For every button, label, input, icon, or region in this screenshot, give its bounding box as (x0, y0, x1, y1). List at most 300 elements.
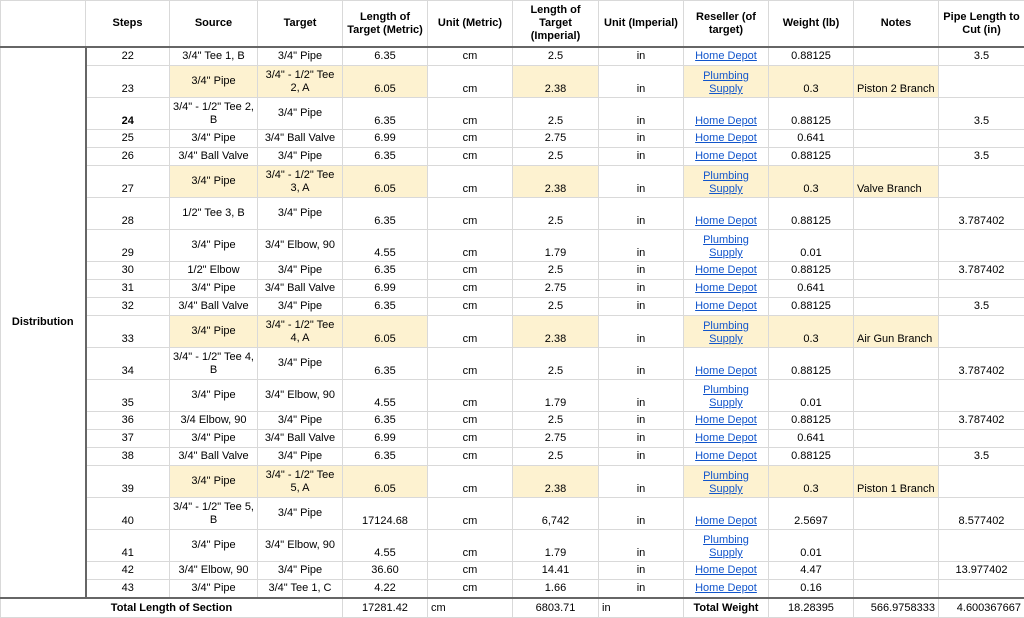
metric-unit-cell[interactable]: cm (428, 498, 513, 530)
metric-length-cell[interactable]: 6.99 (343, 430, 428, 448)
imperial-unit-cell[interactable]: in (599, 348, 684, 380)
source-cell[interactable]: 3/4" Pipe (170, 166, 258, 198)
column-header[interactable]: Steps (86, 1, 170, 48)
target-cell[interactable]: 3/4" Elbow, 90 (258, 380, 343, 412)
cut-length-cell[interactable] (939, 316, 1024, 348)
imperial-unit-cell[interactable]: in (599, 198, 684, 230)
reseller-cell[interactable] (684, 316, 769, 348)
notes-cell[interactable] (854, 430, 939, 448)
reseller-cell[interactable] (684, 198, 769, 230)
total-imperial-cell[interactable]: 6803.71 (513, 598, 599, 618)
target-cell[interactable]: 3/4" Pipe (258, 298, 343, 316)
weight-cell[interactable]: 0.88125 (769, 298, 854, 316)
weight-cell[interactable]: 4.47 (769, 562, 854, 580)
reseller-cell[interactable] (684, 562, 769, 580)
imperial-unit-cell[interactable]: in (599, 66, 684, 98)
reseller-link[interactable]: Home Depot (695, 414, 757, 426)
reseller-link[interactable]: Home Depot (695, 150, 757, 162)
step-cell[interactable]: 39 (86, 466, 170, 498)
target-cell[interactable]: 3/4" Pipe (258, 412, 343, 430)
imperial-length-cell[interactable]: 1.79 (513, 380, 599, 412)
imperial-unit-cell[interactable]: in (599, 47, 684, 66)
imperial-length-cell[interactable]: 2.5 (513, 348, 599, 380)
target-cell[interactable]: 3/4" - 1/2" Tee 2, A (258, 66, 343, 98)
weight-cell[interactable]: 0.3 (769, 66, 854, 98)
table-row (1, 348, 1024, 380)
total-cut-cell[interactable]: 4.600367667 (939, 598, 1024, 618)
total-weight-label-cell[interactable]: Total Weight (684, 598, 769, 618)
column-header[interactable]: Length of Target (Imperial) (513, 1, 599, 48)
source-cell[interactable]: 3/4" Pipe (170, 316, 258, 348)
metric-length-cell[interactable]: 17124.68 (343, 498, 428, 530)
target-cell[interactable]: 3/4" Pipe (258, 47, 343, 66)
reseller-cell[interactable] (684, 580, 769, 599)
table-row (1, 262, 1024, 280)
imperial-length-cell[interactable]: 2.5 (513, 298, 599, 316)
step-cell[interactable]: 30 (86, 262, 170, 280)
weight-cell[interactable]: 0.88125 (769, 262, 854, 280)
imperial-length-cell[interactable]: 2.5 (513, 98, 599, 130)
metric-length-cell[interactable]: 6.99 (343, 280, 428, 298)
source-cell[interactable]: 3/4" - 1/2" Tee 4, B (170, 348, 258, 380)
metric-length-cell[interactable]: 36.60 (343, 562, 428, 580)
reseller-link[interactable]: Home Depot (695, 132, 757, 144)
metric-unit-cell[interactable]: cm (428, 148, 513, 166)
table-row (1, 166, 1024, 198)
cut-length-cell[interactable]: 3.787402 (939, 262, 1024, 280)
metric-length-cell[interactable]: 6.99 (343, 130, 428, 148)
reseller-cell[interactable] (684, 66, 769, 98)
target-cell[interactable]: 3/4" Pipe (258, 448, 343, 466)
notes-cell[interactable] (854, 412, 939, 430)
reseller-link[interactable]: Home Depot (695, 515, 757, 527)
total-label-cell[interactable]: Total Length of Section (1, 598, 343, 618)
target-cell[interactable]: 3/4" Pipe (258, 348, 343, 380)
source-cell[interactable]: 3/4" Pipe (170, 466, 258, 498)
cut-length-cell[interactable]: 3.787402 (939, 412, 1024, 430)
notes-cell[interactable] (854, 47, 939, 66)
imperial-length-cell[interactable]: 2.75 (513, 280, 599, 298)
metric-length-cell[interactable]: 4.22 (343, 580, 428, 599)
column-header[interactable]: Pipe Length to Cut (in) (939, 1, 1024, 48)
notes-cell[interactable] (854, 580, 939, 599)
step-cell[interactable]: 34 (86, 348, 170, 380)
step-cell[interactable]: 27 (86, 166, 170, 198)
weight-cell[interactable]: 0.88125 (769, 348, 854, 380)
metric-length-cell[interactable]: 4.55 (343, 230, 428, 262)
metric-unit-cell[interactable]: cm (428, 298, 513, 316)
step-cell[interactable]: 36 (86, 412, 170, 430)
weight-cell[interactable]: 0.3 (769, 466, 854, 498)
notes-cell[interactable] (854, 380, 939, 412)
metric-length-cell[interactable]: 6.35 (343, 148, 428, 166)
source-cell[interactable]: 3/4" Pipe (170, 580, 258, 599)
column-header[interactable]: Unit (Imperial) (599, 1, 684, 48)
metric-unit-cell[interactable]: cm (428, 66, 513, 98)
metric-length-cell[interactable]: 6.35 (343, 412, 428, 430)
target-cell[interactable]: 3/4" Pipe (258, 148, 343, 166)
cut-length-cell[interactable] (939, 130, 1024, 148)
weight-cell[interactable]: 0.641 (769, 130, 854, 148)
source-cell[interactable]: 3/4" Ball Valve (170, 148, 258, 166)
weight-cell[interactable]: 0.88125 (769, 412, 854, 430)
imperial-length-cell[interactable]: 2.5 (513, 262, 599, 280)
cut-length-cell[interactable] (939, 166, 1024, 198)
metric-length-cell[interactable]: 6.35 (343, 262, 428, 280)
step-cell[interactable]: 23 (86, 66, 170, 98)
weight-cell[interactable]: 0.88125 (769, 98, 854, 130)
step-cell[interactable]: 29 (86, 230, 170, 262)
step-cell[interactable]: 32 (86, 298, 170, 316)
column-header[interactable]: Weight (lb) (769, 1, 854, 48)
metric-length-cell[interactable]: 6.35 (343, 448, 428, 466)
reseller-cell[interactable] (684, 47, 769, 66)
cut-length-cell[interactable]: 3.5 (939, 47, 1024, 66)
notes-cell[interactable] (854, 562, 939, 580)
source-cell[interactable]: 3/4" Ball Valve (170, 298, 258, 316)
imperial-length-cell[interactable]: 6,742 (513, 498, 599, 530)
reseller-cell[interactable] (684, 230, 769, 262)
notes-cell[interactable] (854, 298, 939, 316)
column-header[interactable] (1, 1, 86, 48)
metric-unit-cell[interactable]: cm (428, 262, 513, 280)
weight-cell[interactable]: 0.01 (769, 230, 854, 262)
imperial-length-cell[interactable]: 2.5 (513, 412, 599, 430)
cut-length-cell[interactable]: 3.5 (939, 148, 1024, 166)
imperial-length-cell[interactable]: 14.41 (513, 562, 599, 580)
reseller-cell[interactable] (684, 466, 769, 498)
weight-cell[interactable]: 0.88125 (769, 198, 854, 230)
reseller-link[interactable]: Plumbing Supply (703, 384, 749, 409)
table-row (1, 448, 1024, 466)
table-row (1, 198, 1024, 230)
notes-cell[interactable]: Valve Branch (854, 166, 939, 198)
notes-cell[interactable]: Piston 1 Branch (854, 466, 939, 498)
reseller-cell[interactable] (684, 380, 769, 412)
metric-unit-cell[interactable]: cm (428, 562, 513, 580)
table-row (1, 562, 1024, 580)
target-cell[interactable]: 3/4" Elbow, 90 (258, 230, 343, 262)
step-cell[interactable]: 28 (86, 198, 170, 230)
step-cell[interactable]: 43 (86, 580, 170, 599)
imperial-length-cell[interactable]: 2.75 (513, 430, 599, 448)
table-row (1, 580, 1024, 599)
target-cell[interactable]: 3/4" Pipe (258, 562, 343, 580)
notes-cell[interactable] (854, 148, 939, 166)
weight-cell[interactable]: 0.16 (769, 580, 854, 599)
target-cell[interactable]: 3/4" Pipe (258, 498, 343, 530)
imperial-unit-cell[interactable]: in (599, 530, 684, 562)
notes-cell[interactable] (854, 348, 939, 380)
metric-unit-cell[interactable]: cm (428, 412, 513, 430)
reseller-link[interactable]: Home Depot (695, 450, 757, 462)
cut-length-cell[interactable] (939, 466, 1024, 498)
reseller-cell[interactable] (684, 412, 769, 430)
source-cell[interactable]: 3/4" Pipe (170, 380, 258, 412)
weight-cell[interactable]: 0.88125 (769, 47, 854, 66)
cut-length-cell[interactable] (939, 530, 1024, 562)
table-row (1, 98, 1024, 130)
metric-unit-cell[interactable]: cm (428, 98, 513, 130)
imperial-unit-cell[interactable]: in (599, 380, 684, 412)
imperial-unit-cell[interactable]: in (599, 562, 684, 580)
source-cell[interactable]: 1/2" Tee 3, B (170, 198, 258, 230)
imperial-unit-cell[interactable]: in (599, 298, 684, 316)
metric-length-cell[interactable]: 6.35 (343, 298, 428, 316)
cut-length-cell[interactable]: 3.5 (939, 98, 1024, 130)
metric-unit-cell[interactable]: cm (428, 580, 513, 599)
cut-length-cell[interactable]: 3.5 (939, 448, 1024, 466)
target-cell[interactable]: 3/4" Pipe (258, 262, 343, 280)
weight-cell[interactable]: 0.01 (769, 530, 854, 562)
metric-length-cell[interactable]: 6.35 (343, 198, 428, 230)
reseller-cell[interactable] (684, 280, 769, 298)
imperial-unit-cell[interactable]: in (599, 448, 684, 466)
total-metric-unit-cell[interactable]: cm (428, 598, 513, 618)
step-cell[interactable]: 24 (86, 98, 170, 130)
imperial-length-cell[interactable]: 2.5 (513, 448, 599, 466)
target-cell[interactable]: 3/4" Elbow, 90 (258, 530, 343, 562)
metric-unit-cell[interactable]: cm (428, 198, 513, 230)
step-cell[interactable]: 35 (86, 380, 170, 412)
metric-length-cell[interactable]: 6.05 (343, 466, 428, 498)
step-cell[interactable]: 22 (86, 47, 170, 66)
imperial-length-cell[interactable]: 2.38 (513, 66, 599, 98)
weight-cell[interactable]: 0.88125 (769, 148, 854, 166)
table-row (1, 530, 1024, 562)
reseller-link[interactable]: Home Depot (695, 50, 757, 62)
metric-unit-cell[interactable]: cm (428, 166, 513, 198)
reseller-link[interactable]: Home Depot (695, 365, 757, 377)
metric-unit-cell[interactable]: cm (428, 448, 513, 466)
total-metric-cell[interactable]: 17281.42 (343, 598, 428, 618)
metric-unit-cell[interactable]: cm (428, 316, 513, 348)
notes-cell[interactable]: Air Gun Branch (854, 316, 939, 348)
step-cell[interactable]: 31 (86, 280, 170, 298)
notes-cell[interactable]: Piston 2 Branch (854, 66, 939, 98)
source-cell[interactable]: 3/4" Elbow, 90 (170, 562, 258, 580)
metric-length-cell[interactable]: 6.35 (343, 47, 428, 66)
source-cell[interactable]: 3/4" Pipe (170, 530, 258, 562)
imperial-length-cell[interactable]: 2.5 (513, 47, 599, 66)
source-cell[interactable]: 3/4" Ball Valve (170, 448, 258, 466)
reseller-cell[interactable] (684, 348, 769, 380)
reseller-link[interactable]: Home Depot (695, 282, 757, 294)
reseller-cell[interactable] (684, 166, 769, 198)
reseller-link[interactable]: Home Depot (695, 300, 757, 312)
imperial-unit-cell[interactable]: in (599, 412, 684, 430)
cut-length-cell[interactable] (939, 230, 1024, 262)
weight-cell[interactable]: 0.641 (769, 430, 854, 448)
source-cell[interactable]: 3/4" Pipe (170, 280, 258, 298)
source-cell[interactable]: 3/4" Pipe (170, 66, 258, 98)
source-cell[interactable]: 3/4" Tee 1, B (170, 47, 258, 66)
metric-unit-cell[interactable]: cm (428, 280, 513, 298)
reseller-link[interactable]: Home Depot (695, 264, 757, 276)
reseller-link[interactable]: Plumbing Supply (703, 320, 749, 345)
source-cell[interactable]: 3/4" - 1/2" Tee 2, B (170, 98, 258, 130)
group-label-cell[interactable]: Distribution (1, 47, 86, 598)
cut-length-cell[interactable] (939, 280, 1024, 298)
column-header[interactable]: Target (258, 1, 343, 48)
reseller-cell[interactable] (684, 298, 769, 316)
imperial-unit-cell[interactable]: in (599, 280, 684, 298)
target-cell[interactable]: 3/4" Pipe (258, 198, 343, 230)
target-cell[interactable]: 3/4" Ball Valve (258, 130, 343, 148)
notes-cell[interactable] (854, 530, 939, 562)
reseller-cell[interactable] (684, 98, 769, 130)
column-header[interactable]: Reseller (of target) (684, 1, 769, 48)
imperial-length-cell[interactable]: 2.75 (513, 130, 599, 148)
imperial-unit-cell[interactable]: in (599, 148, 684, 166)
reseller-link[interactable]: Plumbing Supply (703, 470, 749, 495)
cut-length-cell[interactable] (939, 66, 1024, 98)
notes-cell[interactable] (854, 448, 939, 466)
reseller-cell[interactable] (684, 530, 769, 562)
cut-length-cell[interactable] (939, 430, 1024, 448)
notes-cell[interactable] (854, 230, 939, 262)
source-cell[interactable]: 3/4 Elbow, 90 (170, 412, 258, 430)
table-row (1, 498, 1024, 530)
reseller-link[interactable]: Plumbing Supply (703, 70, 749, 95)
cut-length-cell[interactable]: 13.977402 (939, 562, 1024, 580)
step-cell[interactable]: 41 (86, 530, 170, 562)
weight-cell[interactable]: 0.3 (769, 166, 854, 198)
column-header[interactable]: Unit (Metric) (428, 1, 513, 48)
metric-unit-cell[interactable]: cm (428, 380, 513, 412)
metric-length-cell[interactable]: 6.35 (343, 98, 428, 130)
metric-length-cell[interactable]: 4.55 (343, 380, 428, 412)
step-cell[interactable]: 38 (86, 448, 170, 466)
target-cell[interactable]: 3/4" - 1/2" Tee 3, A (258, 166, 343, 198)
reseller-cell[interactable] (684, 262, 769, 280)
weight-cell[interactable]: 0.3 (769, 316, 854, 348)
step-cell[interactable]: 33 (86, 316, 170, 348)
target-cell[interactable]: 3/4" Tee 1, C (258, 580, 343, 599)
reseller-link[interactable]: Plumbing Supply (703, 234, 749, 259)
notes-cell[interactable] (854, 262, 939, 280)
cut-length-cell[interactable]: 3.787402 (939, 348, 1024, 380)
notes-cell[interactable] (854, 198, 939, 230)
header-row (1, 1, 1024, 48)
imperial-unit-cell[interactable]: in (599, 230, 684, 262)
metric-unit-cell[interactable]: cm (428, 47, 513, 66)
metric-length-cell[interactable]: 6.35 (343, 348, 428, 380)
column-header[interactable]: Source (170, 1, 258, 48)
metric-length-cell[interactable]: 6.05 (343, 66, 428, 98)
reseller-cell[interactable] (684, 148, 769, 166)
column-header[interactable]: Length of Target (Metric) (343, 1, 428, 48)
imperial-unit-cell[interactable]: in (599, 262, 684, 280)
cut-length-cell[interactable]: 3.5 (939, 298, 1024, 316)
step-cell[interactable]: 26 (86, 148, 170, 166)
source-cell[interactable]: 3/4" Pipe (170, 130, 258, 148)
imperial-length-cell[interactable]: 2.5 (513, 198, 599, 230)
notes-cell[interactable] (854, 130, 939, 148)
metric-length-cell[interactable]: 6.05 (343, 166, 428, 198)
metric-unit-cell[interactable]: cm (428, 530, 513, 562)
target-cell[interactable]: 3/4" Pipe (258, 98, 343, 130)
metric-unit-cell[interactable]: cm (428, 348, 513, 380)
notes-cell[interactable] (854, 498, 939, 530)
imperial-unit-cell[interactable]: in (599, 98, 684, 130)
reseller-link[interactable]: Home Depot (695, 564, 757, 576)
table-row (1, 298, 1024, 316)
step-cell[interactable]: 25 (86, 130, 170, 148)
imperial-length-cell[interactable]: 2.5 (513, 148, 599, 166)
step-cell[interactable]: 37 (86, 430, 170, 448)
target-cell[interactable]: 3/4" Ball Valve (258, 280, 343, 298)
reseller-link[interactable]: Plumbing Supply (703, 170, 749, 195)
reseller-link[interactable]: Plumbing Supply (703, 534, 749, 559)
weight-cell[interactable]: 0.641 (769, 280, 854, 298)
reseller-link[interactable]: Home Depot (695, 582, 757, 594)
imperial-unit-cell[interactable]: in (599, 130, 684, 148)
total-imperial-unit-cell[interactable]: in (599, 598, 684, 618)
cut-length-cell[interactable]: 8.577402 (939, 498, 1024, 530)
target-cell[interactable]: 3/4" Ball Valve (258, 430, 343, 448)
target-cell[interactable]: 3/4" - 1/2" Tee 5, A (258, 466, 343, 498)
weight-cell[interactable]: 2.5697 (769, 498, 854, 530)
metric-length-cell[interactable]: 4.55 (343, 530, 428, 562)
step-cell[interactable]: 40 (86, 498, 170, 530)
weight-cell[interactable]: 0.01 (769, 380, 854, 412)
source-cell[interactable]: 3/4" Pipe (170, 430, 258, 448)
metric-length-cell[interactable]: 6.05 (343, 316, 428, 348)
cut-length-cell[interactable] (939, 380, 1024, 412)
column-header[interactable]: Notes (854, 1, 939, 48)
imperial-unit-cell[interactable]: in (599, 498, 684, 530)
reseller-link[interactable]: Home Depot (695, 215, 757, 227)
step-cell[interactable]: 42 (86, 562, 170, 580)
cut-length-cell[interactable] (939, 580, 1024, 599)
total-notes-cell[interactable]: 566.9758333 (854, 598, 939, 618)
imperial-length-cell[interactable]: 1.66 (513, 580, 599, 599)
table-row (1, 380, 1024, 412)
metric-unit-cell[interactable]: cm (428, 430, 513, 448)
imperial-length-cell[interactable]: 2.38 (513, 166, 599, 198)
notes-cell[interactable] (854, 98, 939, 130)
source-cell[interactable]: 3/4" - 1/2" Tee 5, B (170, 498, 258, 530)
imperial-length-cell[interactable]: 2.38 (513, 316, 599, 348)
metric-unit-cell[interactable]: cm (428, 230, 513, 262)
reseller-cell[interactable] (684, 448, 769, 466)
imperial-length-cell[interactable]: 2.38 (513, 466, 599, 498)
source-cell[interactable]: 3/4" Pipe (170, 230, 258, 262)
reseller-cell[interactable] (684, 430, 769, 448)
reseller-link[interactable]: Home Depot (695, 115, 757, 127)
metric-unit-cell[interactable]: cm (428, 130, 513, 148)
imperial-unit-cell[interactable]: in (599, 580, 684, 599)
imperial-unit-cell[interactable]: in (599, 316, 684, 348)
metric-unit-cell[interactable]: cm (428, 466, 513, 498)
reseller-link[interactable]: Home Depot (695, 432, 757, 444)
reseller-cell[interactable] (684, 498, 769, 530)
imperial-unit-cell[interactable]: in (599, 466, 684, 498)
imperial-length-cell[interactable]: 1.79 (513, 530, 599, 562)
table-body (1, 47, 1024, 618)
imperial-unit-cell[interactable]: in (599, 166, 684, 198)
source-cell[interactable]: 1/2" Elbow (170, 262, 258, 280)
imperial-length-cell[interactable]: 1.79 (513, 230, 599, 262)
notes-cell[interactable] (854, 280, 939, 298)
target-cell[interactable]: 3/4" - 1/2" Tee 4, A (258, 316, 343, 348)
imperial-unit-cell[interactable]: in (599, 430, 684, 448)
weight-cell[interactable]: 0.88125 (769, 448, 854, 466)
reseller-cell[interactable] (684, 130, 769, 148)
cut-length-cell[interactable]: 3.787402 (939, 198, 1024, 230)
total-weight-cell[interactable]: 18.28395 (769, 598, 854, 618)
